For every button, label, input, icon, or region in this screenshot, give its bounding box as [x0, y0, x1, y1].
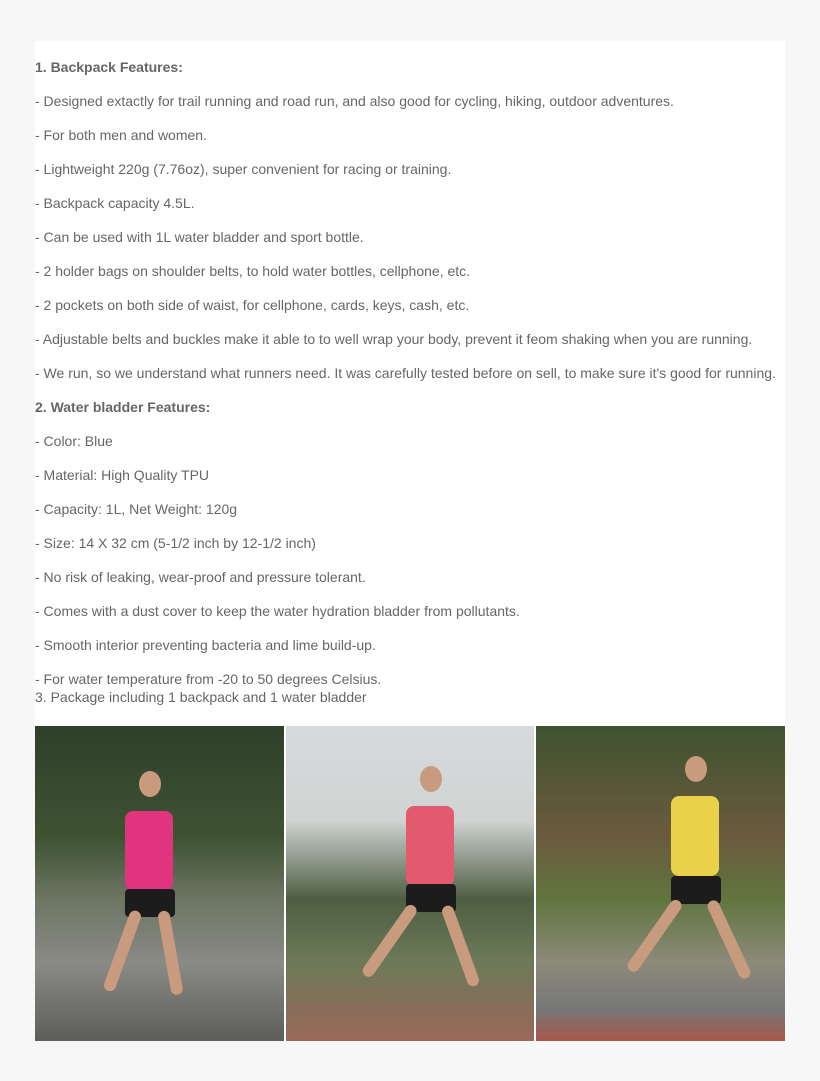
feature-item: - No risk of leaking, wear-proof and pressure tolerant. — [35, 569, 366, 585]
feature-item: - Smooth interior preventing bacteria and lime build-up. — [35, 637, 376, 653]
feature-item: - Size: 14 X 32 cm (5-1/2 inch by 12-1/2 inch) — [35, 535, 316, 551]
feature-item: - Comes with a dust cover to keep the water hydration bladder from pollutants. — [35, 603, 520, 619]
feature-item: - Capacity: 1L, Net Weight: 120g — [35, 501, 238, 517]
product-photos — [35, 726, 785, 1041]
feature-item: - Can be used with 1L water bladder and sport bottle. — [35, 229, 364, 245]
package-line: 3. Package including 1 backpack and 1 water bladder — [35, 689, 367, 705]
feature-item: - Material: High Quality TPU — [35, 467, 210, 483]
feature-item: - For both men and women. — [35, 127, 207, 143]
feature-item: - Designed extactly for trail running and road run, and also good for cycling, hiking, outdoor adventures. — [35, 93, 674, 109]
feature-item: - We run, so we understand what runners need. It was carefully tested before on sell, to make sure it's good for running. — [35, 365, 776, 381]
photo-runner-man — [536, 726, 785, 1041]
photo-runner-woman-road — [35, 726, 284, 1041]
feature-item: - 2 pockets on both side of waist, for cellphone, cards, keys, cash, etc. — [35, 297, 470, 313]
section-heading: 1. Backpack Features: — [35, 59, 183, 75]
feature-item: - Color: Blue — [35, 433, 113, 449]
section-heading: 2. Water bladder Features: — [35, 399, 211, 415]
feature-item: - Backpack capacity 4.5L. — [35, 195, 195, 211]
feature-item: - Adjustable belts and buckles make it able to to well wrap your body, prevent it feom shaking when you are running. — [35, 331, 753, 347]
feature-item: - 2 holder bags on shoulder belts, to hold water bottles, cellphone, etc. — [35, 263, 471, 279]
feature-item: - Lightweight 220g (7.76oz), super convenient for racing or training. — [35, 161, 452, 177]
photo-runner-woman-trees — [286, 726, 535, 1041]
feature-item: - For water temperature from -20 to 50 degrees Celsius. — [35, 671, 382, 687]
product-description — [35, 41, 785, 1041]
